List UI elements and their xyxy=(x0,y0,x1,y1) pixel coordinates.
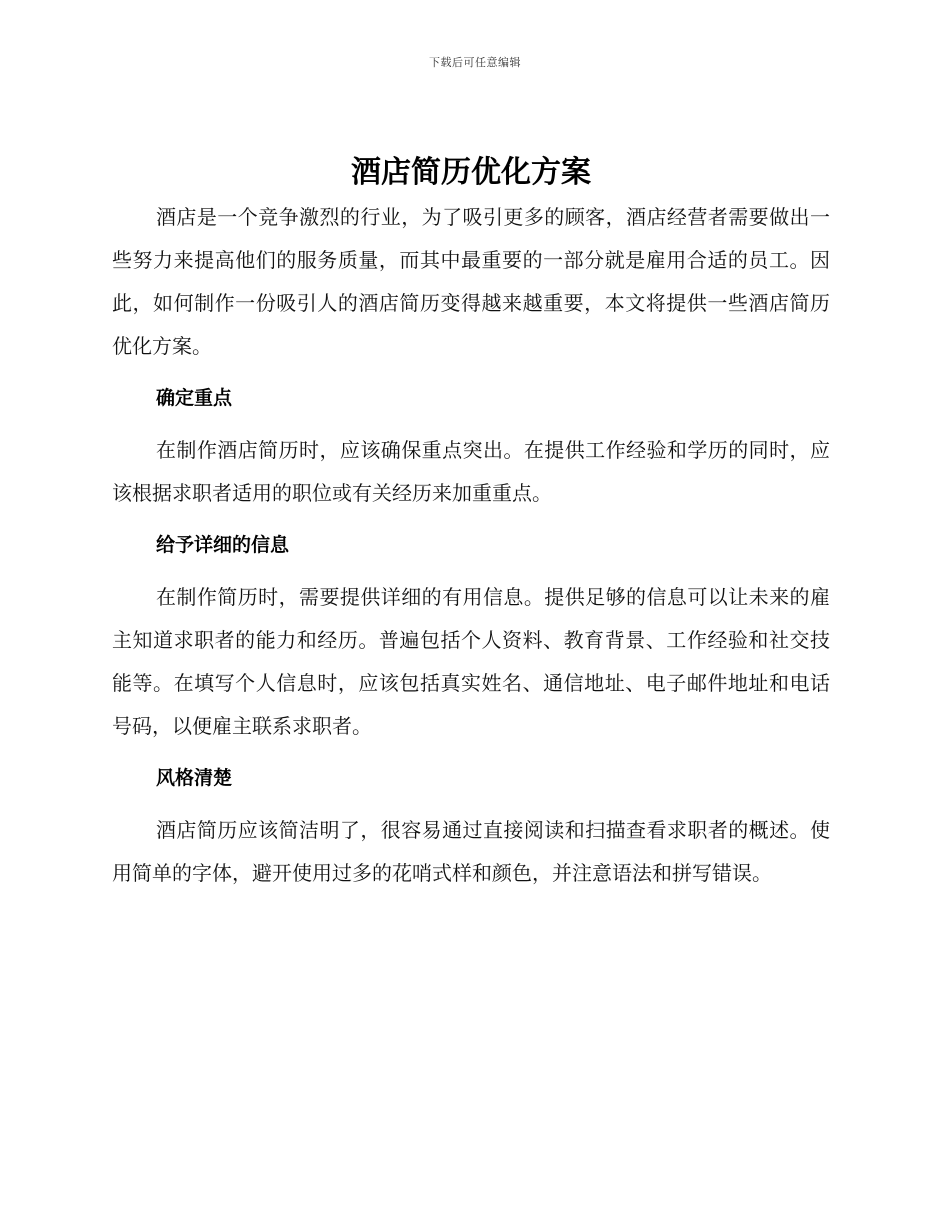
section-heading-style: 风格清楚 xyxy=(156,767,233,789)
document-title: 酒店简历优化方案 xyxy=(351,155,591,190)
section-heading-focus: 确定重点 xyxy=(156,387,233,409)
section-body-focus: 在制作酒店简历时，应该确保重点突出。在提供工作经验和学历的同时，应该根据求职者适用的职位或有关经历来加重重点。 xyxy=(112,438,830,505)
section-body-details: 在制作简历时，需要提供详细的有用信息。提供足够的信息可以让未来的雇主知道求职者的能力和经历。普遍包括个人资料、教育背景、工作经验和社交技能等。在填写个人信息时，应该包括真实姓名、通信地址、电子邮件地址和电话号码，以便雇主联系求职者。 xyxy=(112,585,830,738)
page-header-note: 下载后可任意编辑 xyxy=(429,56,521,69)
intro-paragraph: 酒店是一个竞争激烈的行业，为了吸引更多的顾客，酒店经营者需要做出一些努力来提高他们的服务质量，而其中最重要的一部分就是雇用合适的员工。因此，如何制作一份吸引人的酒店简历变得越来越重要，本文将提供一些酒店简历优化方案。 xyxy=(112,205,830,358)
section-body-style: 酒店简历应该简洁明了，很容易通过直接阅读和扫描查看求职者的概述。使用简单的字体，避开使用过多的花哨式样和颜色，并注意语法和拼写错误。 xyxy=(112,818,830,885)
section-heading-details: 给予详细的信息 xyxy=(156,534,290,556)
document-body xyxy=(112,150,830,895)
